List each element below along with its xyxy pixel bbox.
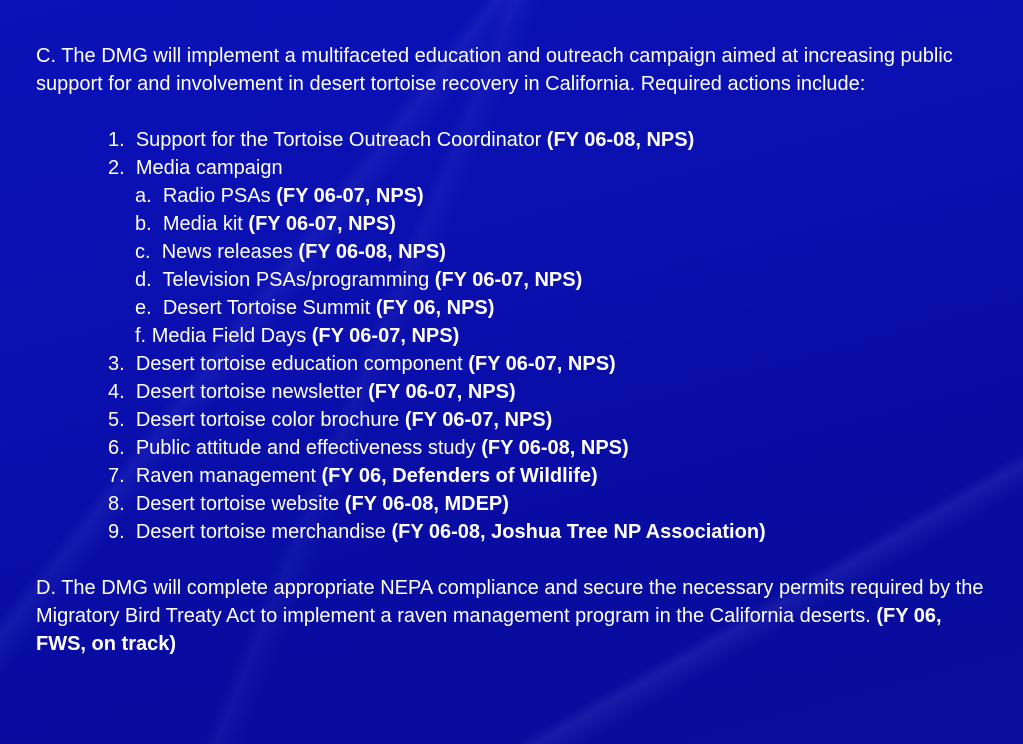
sub-item-letter: e. [135, 297, 152, 319]
sub-item-tag: (FY 06-08, NPS) [298, 241, 446, 263]
list-item-number: 5. [108, 409, 125, 431]
section-d-tag: (FY 06, FWS, on track) [36, 605, 942, 655]
list-item-tag: (FY 06, Defenders of Wildlife) [321, 465, 598, 487]
list-item-text: Desert tortoise merchandise [135, 521, 386, 543]
section-c-paragraph: C. The DMG will implement a multifaceted education and outreach campaign aimed at increasing public support for and involvement in desert tortoise recovery in California. Required actions include: [36, 45, 953, 95]
slide-content [36, 42, 996, 658]
list-item-number: 4. [108, 381, 125, 403]
list-item-tag: (FY 06-07, NPS) [368, 381, 516, 403]
list-item-number: 8. [108, 493, 125, 515]
sub-item-b [36, 210, 996, 238]
list-item-2 [36, 154, 996, 182]
list-item-text: Support for the Tortoise Outreach Coordinator [135, 129, 542, 151]
sub-item-f [36, 322, 996, 350]
section-d-paragraph [36, 574, 996, 658]
section-d-text: D. The DMG will complete appropriate NEPA compliance and secure the necessary permits required by the Migratory Bird Treaty Act to implement a raven management program in the California deserts. [36, 577, 984, 627]
sub-item-a [36, 182, 996, 210]
list-item-8 [36, 490, 996, 518]
sub-item-letter: f. [135, 325, 147, 347]
sub-item-text: Desert Tortoise Summit [162, 297, 371, 319]
sub-item-letter: d. [135, 269, 152, 291]
sub-item-tag: (FY 06-07, NPS) [311, 325, 460, 347]
sub-item-text: News releases [161, 241, 293, 263]
sub-item-c [36, 238, 996, 266]
sub-item-e [36, 294, 996, 322]
sub-item-text: Media Field Days [151, 325, 307, 347]
list-item-text: Desert tortoise color brochure [135, 409, 400, 431]
list-item-text: Desert tortoise website [135, 493, 340, 515]
list-item-3 [36, 350, 996, 378]
list-item-tag: (FY 06-07, NPS) [404, 409, 553, 431]
sub-item-tag: (FY 06-07, NPS) [248, 213, 396, 235]
sub-item-tag: (FY 06-07, NPS) [276, 185, 424, 207]
list-item-number: 3. [108, 353, 125, 375]
list-item-5 [36, 406, 996, 434]
sub-item-text: Television PSAs/programming [162, 269, 430, 291]
list-item-tag: (FY 06-08, NPS) [481, 437, 629, 459]
list-item-6 [36, 434, 996, 462]
list-item-text: Public attitude and effectiveness study [135, 437, 476, 459]
sub-item-tag: (FY 06-07, NPS) [434, 269, 583, 291]
sub-item-letter: a. [135, 185, 152, 207]
sub-item-text: Radio PSAs [162, 185, 271, 207]
sub-item-tag: (FY 06, NPS) [375, 297, 495, 319]
list-item-4 [36, 378, 996, 406]
list-item-number: 2. [108, 157, 125, 179]
list-item-tag: (FY 06-07, NPS) [468, 353, 616, 375]
list-item-number: 9. [108, 521, 125, 543]
list-item-number: 7. [108, 465, 125, 487]
list-item-1 [36, 126, 996, 154]
list-item-9 [36, 518, 996, 546]
list-item-7 [36, 462, 996, 490]
sub-item-d [36, 266, 996, 294]
spacer [36, 546, 996, 574]
list-item-number: 6. [108, 437, 125, 459]
list-item-tag: (FY 06-08, Joshua Tree NP Association) [391, 521, 766, 543]
list-item-number: 1. [108, 129, 125, 151]
list-item-text: Media campaign [135, 157, 283, 179]
sub-item-letter: c. [135, 241, 151, 263]
spacer [36, 98, 996, 126]
list-item-text: Raven management [135, 465, 316, 487]
list-item-text: Desert tortoise education component [135, 353, 463, 375]
sub-item-text: Media kit [162, 213, 243, 235]
list-item-text: Desert tortoise newsletter [135, 381, 363, 403]
sub-item-letter: b. [135, 213, 152, 235]
list-item-tag: (FY 06-08, NPS) [546, 129, 695, 151]
list-item-tag: (FY 06-08, MDEP) [344, 493, 509, 515]
